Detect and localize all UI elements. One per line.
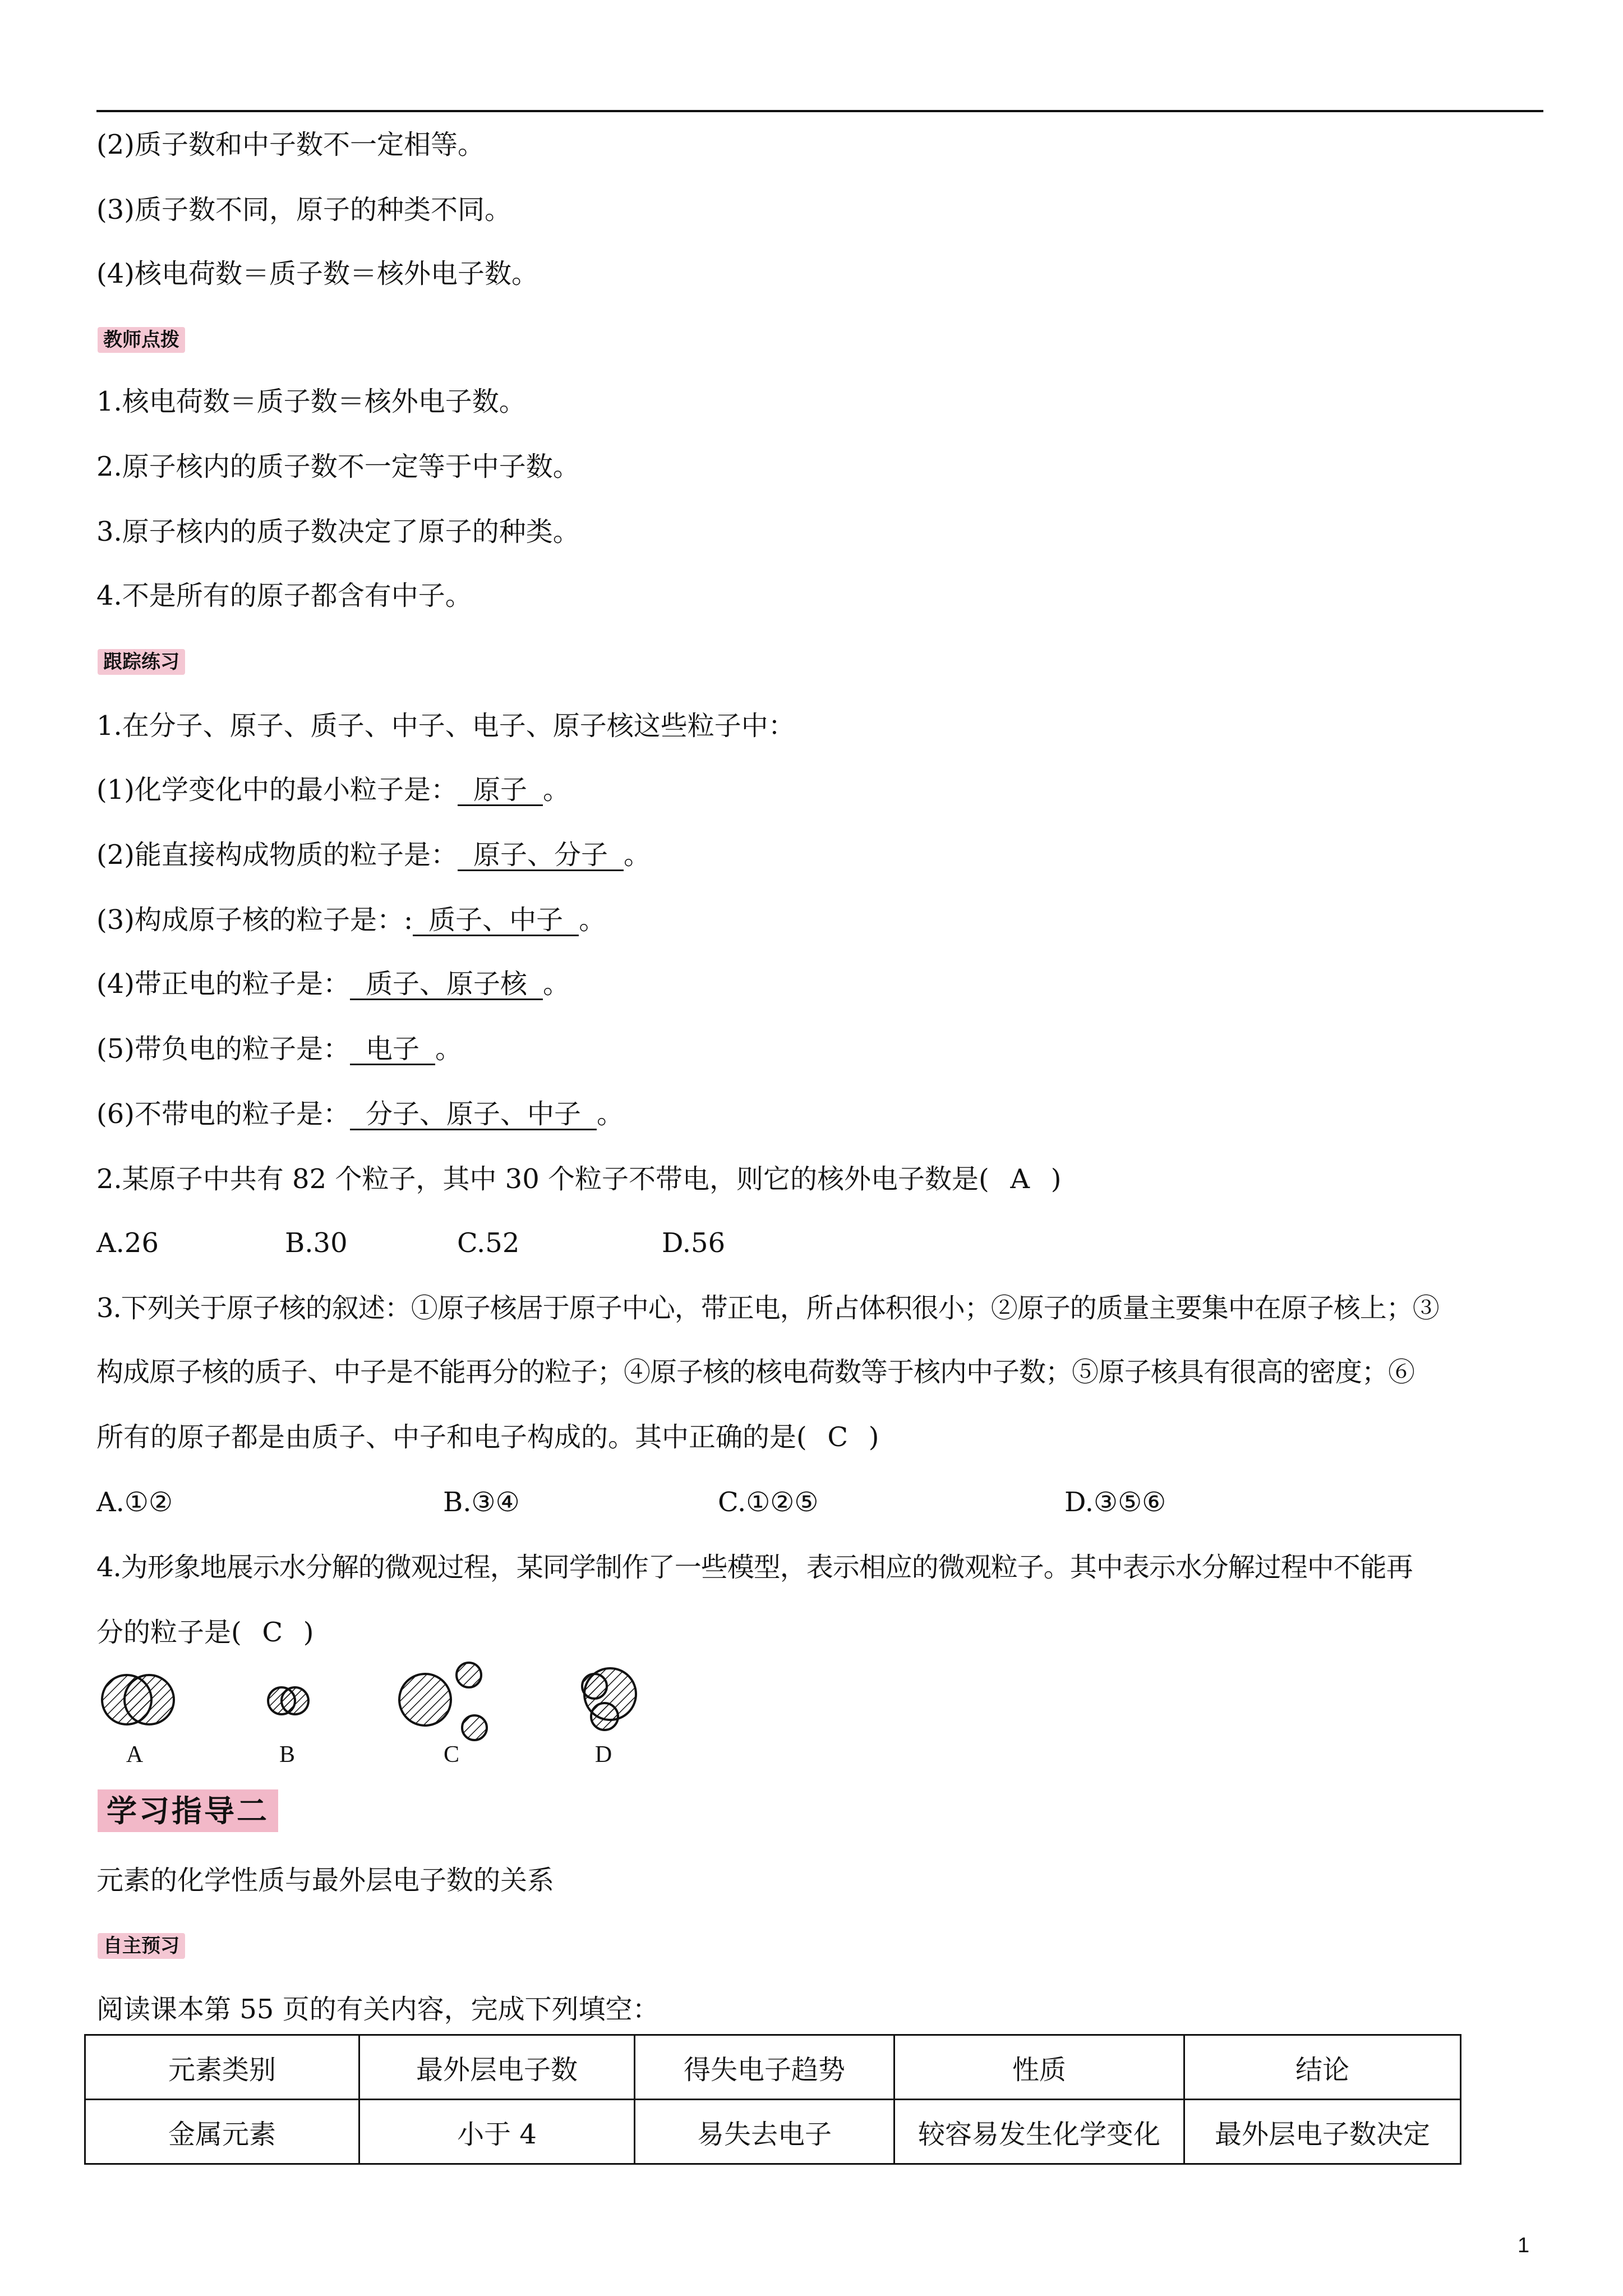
q3-line-1: 3.下列关于原子核的叙述：①原子核居于原子中心，带正电，所占体积很小；②原子的质量主要集中在原子核上；③ <box>96 1292 1439 1324</box>
q4-answer: C <box>262 1617 283 1648</box>
q3-line-3-text: 所有的原子都是由质子、中子和电子构成的。其中正确的是( <box>96 1421 807 1453</box>
point-3: (3)质子数不同，原子的种类不同。 <box>96 194 511 226</box>
section-title: 学习指导二 <box>98 1789 278 1832</box>
table-cell: 最外层电子数决定 <box>1184 2100 1461 2164</box>
q1-item-prefix: (3)构成原子核的粒子是：: <box>96 904 413 936</box>
q3-answer: C <box>827 1421 849 1453</box>
q2-close-paren: ) <box>1050 1163 1062 1195</box>
model-a-label: A <box>126 1742 144 1768</box>
q1-item-suffix: 。 <box>597 1098 624 1130</box>
q2-stem <box>96 1162 1061 1196</box>
q3-option-b: B.③④ <box>443 1487 520 1518</box>
q1-item-3 <box>96 903 606 937</box>
q1-item-1 <box>96 773 570 807</box>
q1-item-2 <box>96 838 651 872</box>
model-d-label: D <box>594 1742 612 1768</box>
teacher-point-3: 3.原子核内的质子数决定了原子的种类。 <box>96 516 580 547</box>
q1-item-prefix: (2)能直接构成物质的粒子是： <box>96 839 458 871</box>
q4-close-paren: ) <box>303 1617 314 1648</box>
answer-blank: 原子、分子 <box>458 840 624 871</box>
header-rule <box>96 110 1543 112</box>
q1-item-6 <box>96 1097 624 1131</box>
table-header-cell: 元素类别 <box>85 2035 359 2100</box>
instruction-text: 阅读课本第 55 页的有关内容，完成下列填空： <box>96 1994 660 2025</box>
q2-option-c: C.52 <box>457 1227 520 1259</box>
self-study-tag: 自主预习 <box>98 1933 185 1959</box>
answer-blank: 质子、中子 <box>413 905 579 936</box>
table-row <box>85 2100 1461 2164</box>
q1-item-prefix: (6)不带电的粒子是： <box>96 1098 350 1130</box>
model-b-figure <box>259 1660 321 1733</box>
teacher-tag: 教师点拨 <box>98 327 185 353</box>
table-header-row <box>85 2035 1461 2100</box>
q2-answer: A <box>1010 1163 1030 1195</box>
point-2: (2)质子数和中子数不一定相等。 <box>96 129 485 160</box>
q1-item-suffix: 。 <box>579 904 606 936</box>
q3-option-c: C.①②⑤ <box>718 1487 819 1518</box>
q1-item-suffix: 。 <box>543 774 570 806</box>
table-header-cell: 最外层电子数 <box>359 2035 635 2100</box>
q2-option-a: A.26 <box>96 1227 159 1259</box>
q3-line-2: 构成原子核的质子、中子是不能再分的粒子；④原子核的核电荷数等于核内中子数；⑤原子核具有很高的密度；⑥ <box>96 1356 1415 1388</box>
table-cell: 金属元素 <box>85 2100 359 2164</box>
table-cell: 较容易发生化学变化 <box>895 2100 1184 2164</box>
teacher-point-1: 1.核电荷数＝质子数＝核外电子数。 <box>96 386 526 417</box>
q4-line-1: 4.为形象地展示水分解的微观过程，某同学制作了一些模型，表示相应的微观粒子。其中表示水分解过程中不能再 <box>96 1552 1413 1583</box>
q4-line-2-text: 分的粒子是( <box>96 1617 242 1648</box>
table-header-cell: 性质 <box>895 2035 1184 2100</box>
table-cell: 小于 4 <box>359 2100 635 2164</box>
q4-line-2 <box>96 1616 313 1649</box>
model-c-label: C <box>443 1742 459 1768</box>
q1-item-5 <box>96 1032 462 1066</box>
q2-stem-text: 2.某原子中共有 82 个粒子，其中 30 个粒子不带电，则它的核外电子数是( <box>96 1163 989 1195</box>
q2-option-b: B.30 <box>285 1227 348 1259</box>
table-cell: 易失去电子 <box>635 2100 895 2164</box>
q1-item-prefix: (5)带负电的粒子是： <box>96 1033 350 1065</box>
answer-blank: 质子、原子核 <box>350 969 543 1000</box>
table-header-cell: 结论 <box>1184 2035 1461 2100</box>
teacher-point-2: 2.原子核内的质子数不一定等于中子数。 <box>96 451 580 482</box>
page-number: 1 <box>1518 2234 1530 2257</box>
q1-item-suffix: 。 <box>543 968 570 1000</box>
element-table <box>84 2034 1461 2165</box>
teacher-point-4: 4.不是所有的原子都含有中子。 <box>96 580 472 611</box>
q1-item-suffix: 。 <box>435 1033 463 1065</box>
q3-close-paren: ) <box>868 1421 879 1453</box>
practice-tag: 跟踪练习 <box>98 649 185 675</box>
model-b-label: B <box>279 1742 295 1768</box>
q1-item-prefix: (4)带正电的粒子是： <box>96 968 350 1000</box>
q3-option-d: D.③⑤⑥ <box>1064 1487 1166 1518</box>
q1-item-4 <box>96 967 570 1001</box>
answer-blank: 原子 <box>458 775 543 806</box>
model-a-figure <box>94 1660 184 1733</box>
q1-item-suffix: 。 <box>624 839 651 871</box>
q2-option-d: D.56 <box>662 1227 726 1259</box>
q3-line-3 <box>96 1420 879 1454</box>
answer-blank: 电子 <box>350 1034 435 1065</box>
point-4: (4)核电荷数＝质子数＝核外电子数。 <box>96 258 538 289</box>
q1-stem: 1.在分子、原子、质子、中子、电子、原子核这些粒子中： <box>96 710 795 742</box>
answer-blank: 分子、原子、中子 <box>350 1099 597 1130</box>
q3-option-a: A.①② <box>96 1487 173 1518</box>
model-d-figure <box>566 1660 662 1745</box>
table-header-cell: 得失电子趋势 <box>635 2035 895 2100</box>
section-subtitle: 元素的化学性质与最外层电子数的关系 <box>96 1865 555 1896</box>
q1-item-prefix: (1)化学变化中的最小粒子是： <box>96 774 458 806</box>
